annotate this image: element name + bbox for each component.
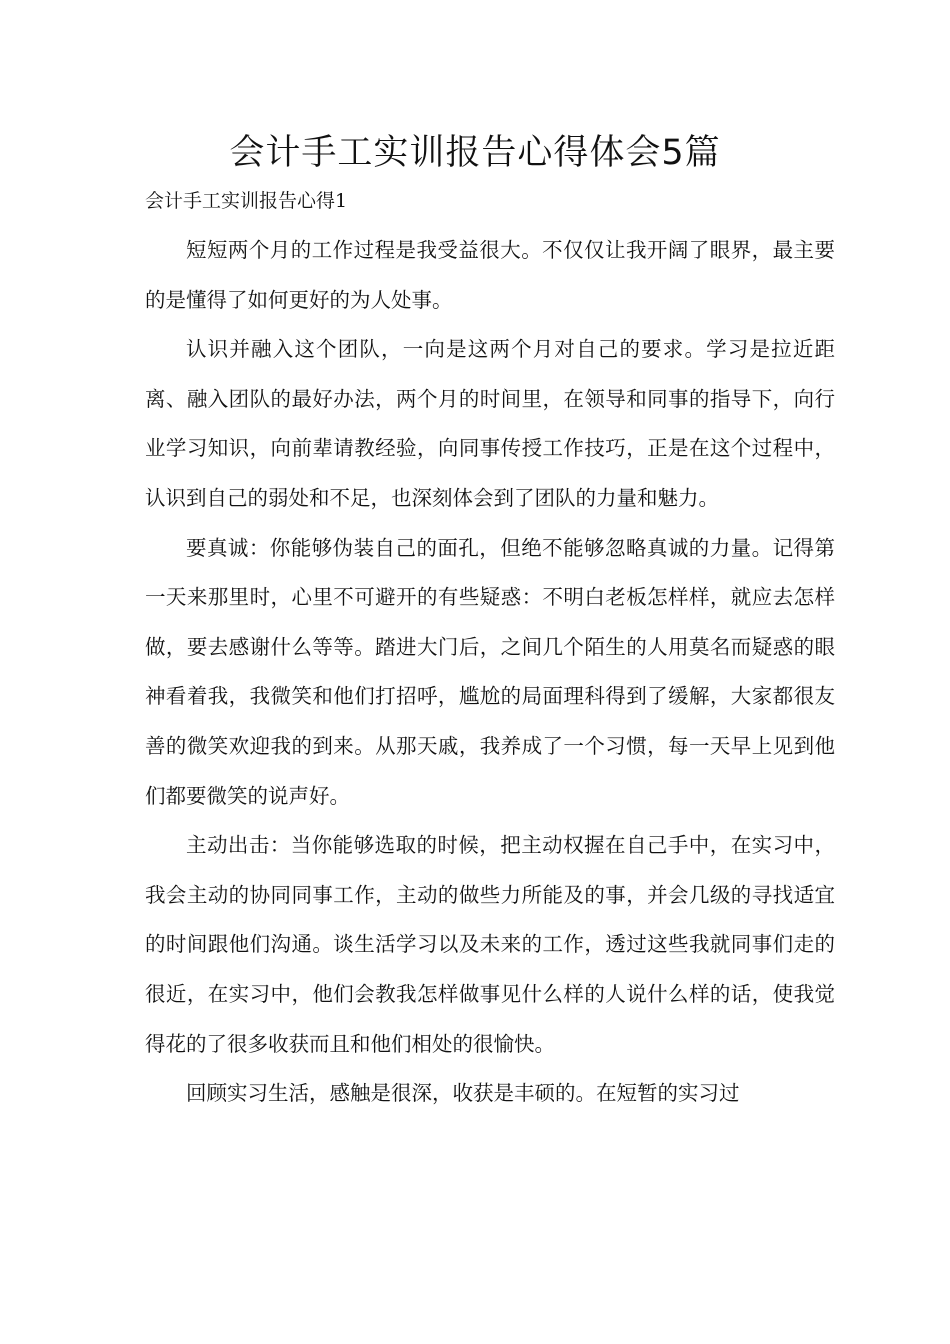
paragraph: 回顾实习生活，感触是很深，收获是丰硕的。在短暂的实习过 <box>186 1081 740 1106</box>
document-title: 会计手工实训报告心得体会5篇 <box>229 133 721 173</box>
paragraph: 短短两个月的工作过程是我受益很大。不仅仅让我开阔了眼界，最主要的是懂得了如何更好的为人处事。 <box>145 238 835 312</box>
document-body <box>145 226 835 1119</box>
paragraph: 主动出击：当你能够选取的时候，把主动权握在自己手中，在实习中，我会主动的协同同事工作，主动的做些力所能及的事，并会几级的寻找适宜的时间跟他们沟通。谈生活学习以及未来的工作，透过这些我就同事们走的很近，在实习中，他们会教我怎样做事见什么样的人说什么样的话，使我觉得花的了很多收获而且和他们相处的很愉快。 <box>145 833 835 1056</box>
paragraph: 要真诚：你能够伪装自己的面孔，但绝不能够忽略真诚的力量。记得第一天来那里时，心里不可避开的有些疑惑：不明白老板怎样样，就应去怎样做，要去感谢什么等等。踏进大门后，之间几个陌生的人用莫名而疑惑的眼神看着我，我微笑和他们打招呼，尴尬的局面理科得到了缓解，大家都很友善的微笑欢迎我的到来。从那天戚，我养成了一个习惯，每一天早上见到他们都要微笑的说声好。 <box>145 535 835 808</box>
paragraph: 认识并融入这个团队，一向是这两个月对自己的要求。学习是拉近距离、融入团队的最好办法，两个月的时间里，在领导和同事的指导下，向行业学习知识，向前辈请教经验，向同事传授工作技巧，正是在这个过程中，认识到自己的弱处和不足，也深刻体会到了团队的力量和魅力。 <box>145 337 835 510</box>
section-heading: 会计手工实训报告心得1 <box>145 190 348 212</box>
